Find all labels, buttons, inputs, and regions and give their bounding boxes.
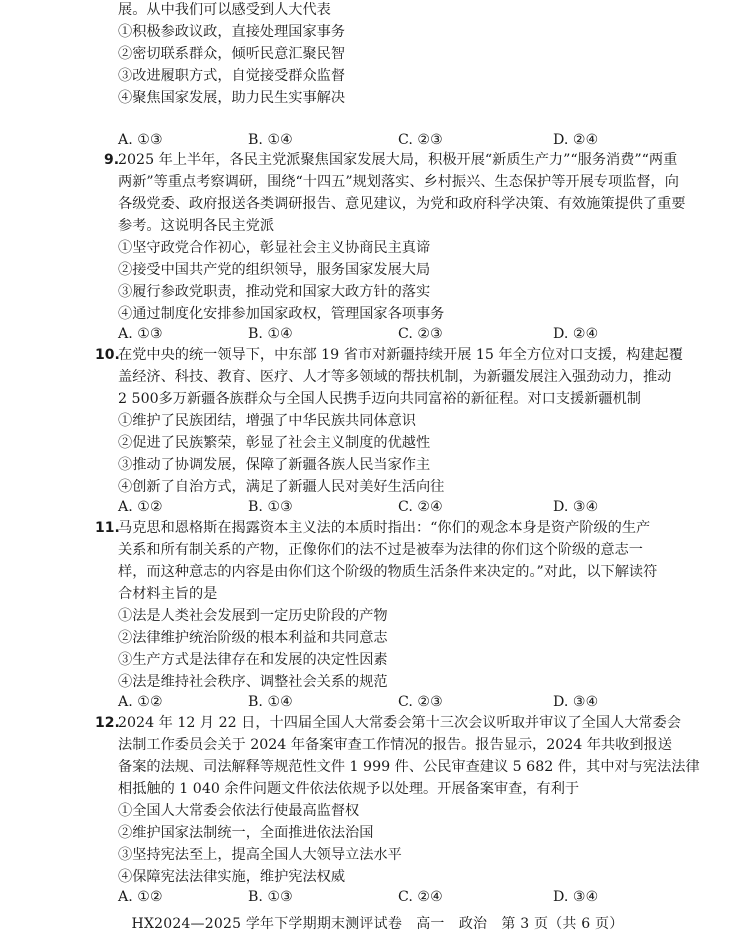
page-footer: HX2024—2025 学年下学期期末测评试卷 高一 政治 第 3 页（共 6 页） [131, 916, 624, 932]
q10-statement-1: ①维护了民族团结，增强了中华民族共同体意识 [118, 413, 416, 429]
q8-option-b: B. ①④ [248, 132, 293, 148]
q10-option-b: B. ①③ [248, 499, 293, 515]
q11-statement-1: ①法是人类社会发展到一定历史阶段的产物 [118, 608, 388, 624]
q11-statement-2: ②法律维护统治阶级的根本利益和共同意志 [118, 630, 388, 646]
q10-stem-line-3: 2 500多万新疆各族群众与全国人民携手迈向共同富裕的新征程。对口支援新疆机制 [118, 391, 641, 407]
q12-statement-3: ③坚持宪法至上，提高全国人大领导立法水平 [118, 847, 402, 863]
q9-stem-line-3: 各级党委、政府报送各类调研报告、意见建议，为党和政府科学决策、有效施策提供了重要 [118, 196, 686, 212]
q11-option-d: D. ③④ [553, 694, 599, 710]
q8-statement-1: ①积极参政议政，直接处理国家事务 [118, 24, 346, 40]
q11-stem-line-4: 合材料主旨的是 [118, 586, 218, 602]
q10-option-d: D. ③④ [553, 499, 599, 515]
q9-number: 9. [104, 152, 120, 168]
q10-stem-line-1: 10. 在党中央的统一领导下，中东部 19 省市对新疆持续开展 15 年全方位对口支援，构建起覆 [95, 347, 683, 363]
q9-option-b: B. ①④ [248, 326, 293, 342]
q12-number: 12. [95, 715, 120, 731]
q8-statement-4: ④聚焦国家发展，助力民生实事解决 [118, 90, 346, 106]
q9-statement-1: ①坚守政党合作初心，彰显社会主义协商民主真谛 [118, 240, 431, 256]
q12-statement-2: ②维护国家法制统一，全面推进依法治国 [118, 825, 374, 841]
q9-statement-3: ③履行参政党职责，推动党和国家大政方针的落实 [118, 284, 431, 300]
q11-option-b: B. ①④ [248, 694, 293, 710]
q9-statement-2: ②接受中国共产党的组织领导，服务国家发展大局 [118, 262, 431, 278]
q8-stem-continuation: 展。从中我们可以感受到人大代表 [118, 2, 331, 18]
q8-option-d: D. ②④ [553, 132, 599, 148]
q9-stem-line-4: 参考。这说明各民主党派 [118, 218, 275, 234]
q12-option-a: A. ①② [118, 889, 163, 905]
q10-option-a: A. ①② [118, 499, 163, 515]
q10-statement-2: ②促进了民族繁荣，彰显了社会主义制度的优越性 [118, 435, 431, 451]
q11-option-a: A. ①② [118, 694, 163, 710]
q11-number: 11. [95, 520, 120, 536]
q11-option-c: C. ②③ [398, 694, 443, 710]
q11-statement-4: ④法是维持社会秩序、调整社会关系的规范 [118, 674, 388, 690]
q11-stem-line-3: 样，而这种意志的内容是由你们这个阶级的物质生活条件来决定的。”对此，以下解读符 [118, 564, 658, 580]
q12-statement-1: ①全国人大常委会依法行使最高监督权 [118, 803, 360, 819]
q11-statement-3: ③生产方式是法律存在和发展的决定性因素 [118, 652, 388, 668]
q12-stem-line-4: 相抵触的 1 040 余件问题文件依法依规予以处理。开展备案审查，有利于 [118, 781, 580, 797]
q12-stem-line-1: 12. 2024 年 12 月 22 日，十四届全国人大常委会第十三次会议听取并审议了全国人大常委会 [95, 715, 681, 731]
q9-option-c: C. ②③ [398, 326, 443, 342]
q12-option-c: C. ②④ [398, 889, 443, 905]
q12-stem-line-3: 备案的法规、司法解释等规范性文件 1 999 件、公民审查建议 5 682 件，其中对与宪法法律 [118, 759, 700, 775]
q12-stem-line-2: 法制工作委员会关于 2024 年备案审查工作情况的报告。报告显示，2024 年共收到报送 [118, 737, 672, 753]
q8-statement-2: ②密切联系群众，倾听民意汇聚民智 [118, 46, 346, 62]
q8-option-c: C. ②③ [398, 132, 443, 148]
q12-option-b: B. ①③ [248, 889, 293, 905]
q9-option-d: D. ②④ [553, 326, 599, 342]
q9-statement-4: ④通过制度化安排参加国家政权，管理国家各项事务 [118, 306, 445, 322]
q11-stem-line-1: 11. 马克思和恩格斯在揭露资本主义法的本质时指出：“你们的观念本身是资产阶级的生产 [95, 520, 651, 536]
q8-statement-3: ③改进履职方式，自觉接受群众监督 [118, 68, 346, 84]
q10-statement-4: ④创新了自治方式，满足了新疆人民对美好生活向往 [118, 479, 445, 495]
q10-option-c: C. ②④ [398, 499, 443, 515]
q9-option-a: A. ①③ [118, 326, 163, 342]
q9-stem-line-2: 两新”等重点考察调研，围绕“十四五”规划落实、乡村振兴、生态保护等开展专项监督，向 [118, 174, 679, 190]
q10-statement-3: ③推动了协调发展，保障了新疆各族人民当家作主 [118, 457, 431, 473]
q10-stem-line-2: 盖经济、科技、教育、医疗、人才等多领域的帮扶机制，为新疆发展注入强劲动力，推动 [118, 369, 672, 385]
q12-option-d: D. ③④ [553, 889, 599, 905]
q8-option-a: A. ①③ [118, 132, 163, 148]
q9-stem-line-1: 9. 2025 年上半年，各民主党派聚焦国家发展大局，积极开展“新质生产力”“服务消费”“两重 [104, 152, 678, 168]
q12-statement-4: ④保障宪法法律实施，维护宪法权威 [118, 869, 346, 885]
q11-stem-line-2: 关系和所有制关系的产物，正像你们的法不过是被奉为法律的你们这个阶级的意志一 [118, 542, 643, 558]
q10-number: 10. [95, 347, 120, 363]
